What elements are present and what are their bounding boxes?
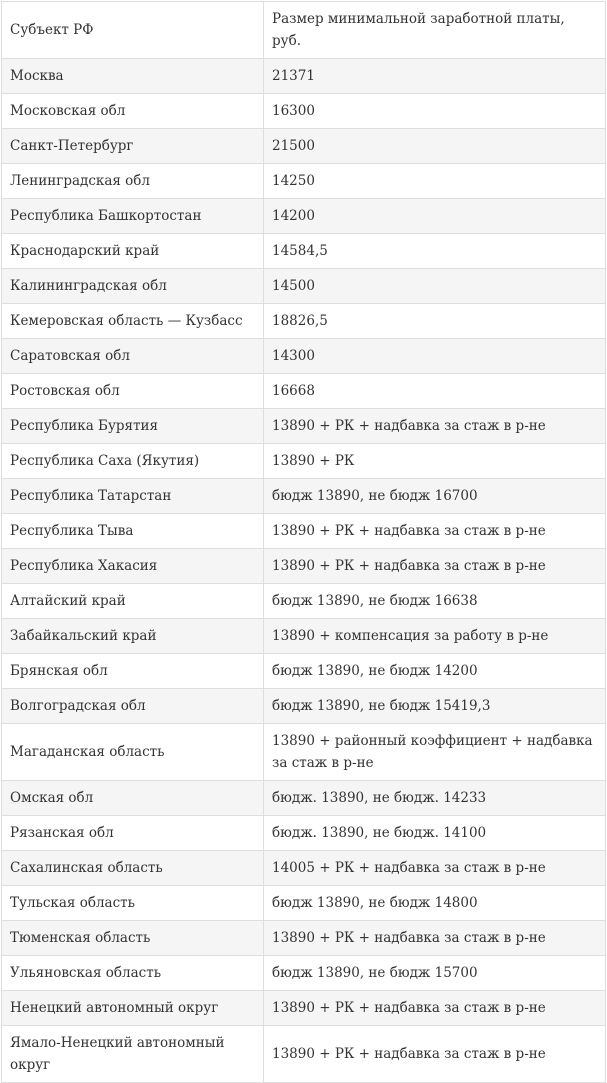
table-row bbox=[2, 619, 606, 654]
wage-cell: 13890 + районный коэффициент + надбавка за стаж в р-не bbox=[264, 724, 606, 781]
region-cell: Брянская обл bbox=[2, 654, 264, 689]
wage-cell: 14300 bbox=[264, 339, 606, 374]
min-wage-table bbox=[1, 1, 606, 1083]
table-row bbox=[2, 921, 606, 956]
region-cell: Ненецкий автономный округ bbox=[2, 991, 264, 1026]
wage-cell: бюдж. 13890, не бюдж. 14233 bbox=[264, 781, 606, 816]
table-row bbox=[2, 304, 606, 339]
region-cell: Республика Татарстан bbox=[2, 479, 264, 514]
table-header-row bbox=[2, 2, 606, 59]
region-cell: Республика Саха (Якутия) bbox=[2, 444, 264, 479]
table-row bbox=[2, 234, 606, 269]
wage-cell: 14500 bbox=[264, 269, 606, 304]
region-cell: Ленинградская обл bbox=[2, 164, 264, 199]
wage-cell: бюдж. 13890, не бюдж. 14100 bbox=[264, 816, 606, 851]
region-cell: Краснодарский край bbox=[2, 234, 264, 269]
wage-cell: 13890 + РК + надбавка за стаж в р-не bbox=[264, 549, 606, 584]
region-cell: Ямало-Ненецкий автономный округ bbox=[2, 1026, 264, 1083]
table-row bbox=[2, 956, 606, 991]
table-row bbox=[2, 164, 606, 199]
region-cell: Республика Башкортостан bbox=[2, 199, 264, 234]
table-row bbox=[2, 409, 606, 444]
region-cell: Ульяновская область bbox=[2, 956, 264, 991]
table-row bbox=[2, 59, 606, 94]
table-row bbox=[2, 339, 606, 374]
table-row bbox=[2, 549, 606, 584]
table-row bbox=[2, 129, 606, 164]
wage-cell: бюдж 13890, не бюдж 15419,3 bbox=[264, 689, 606, 724]
wage-cell: 18826,5 bbox=[264, 304, 606, 339]
wage-cell: 16300 bbox=[264, 94, 606, 129]
table-row bbox=[2, 654, 606, 689]
wage-cell: бюдж 13890, не бюдж 16638 bbox=[264, 584, 606, 619]
wage-cell: 14584,5 bbox=[264, 234, 606, 269]
wage-cell: бюдж 13890, не бюдж 14800 bbox=[264, 886, 606, 921]
region-cell: Калининградская обл bbox=[2, 269, 264, 304]
table-row bbox=[2, 724, 606, 781]
wage-cell: 14005 + РК + надбавка за стаж в р-не bbox=[264, 851, 606, 886]
wage-cell: 21500 bbox=[264, 129, 606, 164]
region-cell: Республика Бурятия bbox=[2, 409, 264, 444]
wage-cell: 16668 bbox=[264, 374, 606, 409]
table-row bbox=[2, 444, 606, 479]
wage-cell: 13890 + РК + надбавка за стаж в р-не bbox=[264, 1026, 606, 1083]
region-cell: Забайкальский край bbox=[2, 619, 264, 654]
region-cell: Ростовская обл bbox=[2, 374, 264, 409]
table-row bbox=[2, 851, 606, 886]
region-cell: Магаданская область bbox=[2, 724, 264, 781]
region-cell: Тюменская область bbox=[2, 921, 264, 956]
table-row bbox=[2, 269, 606, 304]
wage-cell: 13890 + РК + надбавка за стаж в р-не bbox=[264, 409, 606, 444]
table-row bbox=[2, 886, 606, 921]
wage-cell: 13890 + РК + надбавка за стаж в р-не bbox=[264, 921, 606, 956]
table-row bbox=[2, 991, 606, 1026]
wage-cell: бюдж 13890, не бюдж 16700 bbox=[264, 479, 606, 514]
wage-cell: бюдж 13890, не бюдж 14200 bbox=[264, 654, 606, 689]
wage-cell: 13890 + РК + надбавка за стаж в р-не bbox=[264, 514, 606, 549]
header-region: Субъект РФ bbox=[2, 2, 264, 59]
table-row bbox=[2, 514, 606, 549]
region-cell: Саратовская обл bbox=[2, 339, 264, 374]
wage-cell: 14200 bbox=[264, 199, 606, 234]
table-row bbox=[2, 94, 606, 129]
table-row bbox=[2, 816, 606, 851]
wage-cell: 13890 + компенсация за работу в р-не bbox=[264, 619, 606, 654]
table-row bbox=[2, 199, 606, 234]
table-row bbox=[2, 1026, 606, 1083]
wage-cell: бюдж 13890, не бюдж 15700 bbox=[264, 956, 606, 991]
wage-cell: 14250 bbox=[264, 164, 606, 199]
table-row bbox=[2, 479, 606, 514]
table-row bbox=[2, 689, 606, 724]
region-cell: Тульская область bbox=[2, 886, 264, 921]
region-cell: Московская обл bbox=[2, 94, 264, 129]
table-row bbox=[2, 374, 606, 409]
header-wage: Размер минимальной заработной платы, руб. bbox=[264, 2, 606, 59]
region-cell: Республика Хакасия bbox=[2, 549, 264, 584]
wage-cell: 13890 + РК bbox=[264, 444, 606, 479]
table-body bbox=[2, 2, 606, 1083]
region-cell: Алтайский край bbox=[2, 584, 264, 619]
wage-cell: 13890 + РК + надбавка за стаж в р-не bbox=[264, 991, 606, 1026]
wage-cell: 21371 bbox=[264, 59, 606, 94]
region-cell: Омская обл bbox=[2, 781, 264, 816]
region-cell: Кемеровская область — Кузбасс bbox=[2, 304, 264, 339]
table-row bbox=[2, 584, 606, 619]
table-row bbox=[2, 781, 606, 816]
region-cell: Сахалинская область bbox=[2, 851, 264, 886]
region-cell: Санкт-Петербург bbox=[2, 129, 264, 164]
region-cell: Волгоградская обл bbox=[2, 689, 264, 724]
region-cell: Москва bbox=[2, 59, 264, 94]
region-cell: Республика Тыва bbox=[2, 514, 264, 549]
region-cell: Рязанская обл bbox=[2, 816, 264, 851]
